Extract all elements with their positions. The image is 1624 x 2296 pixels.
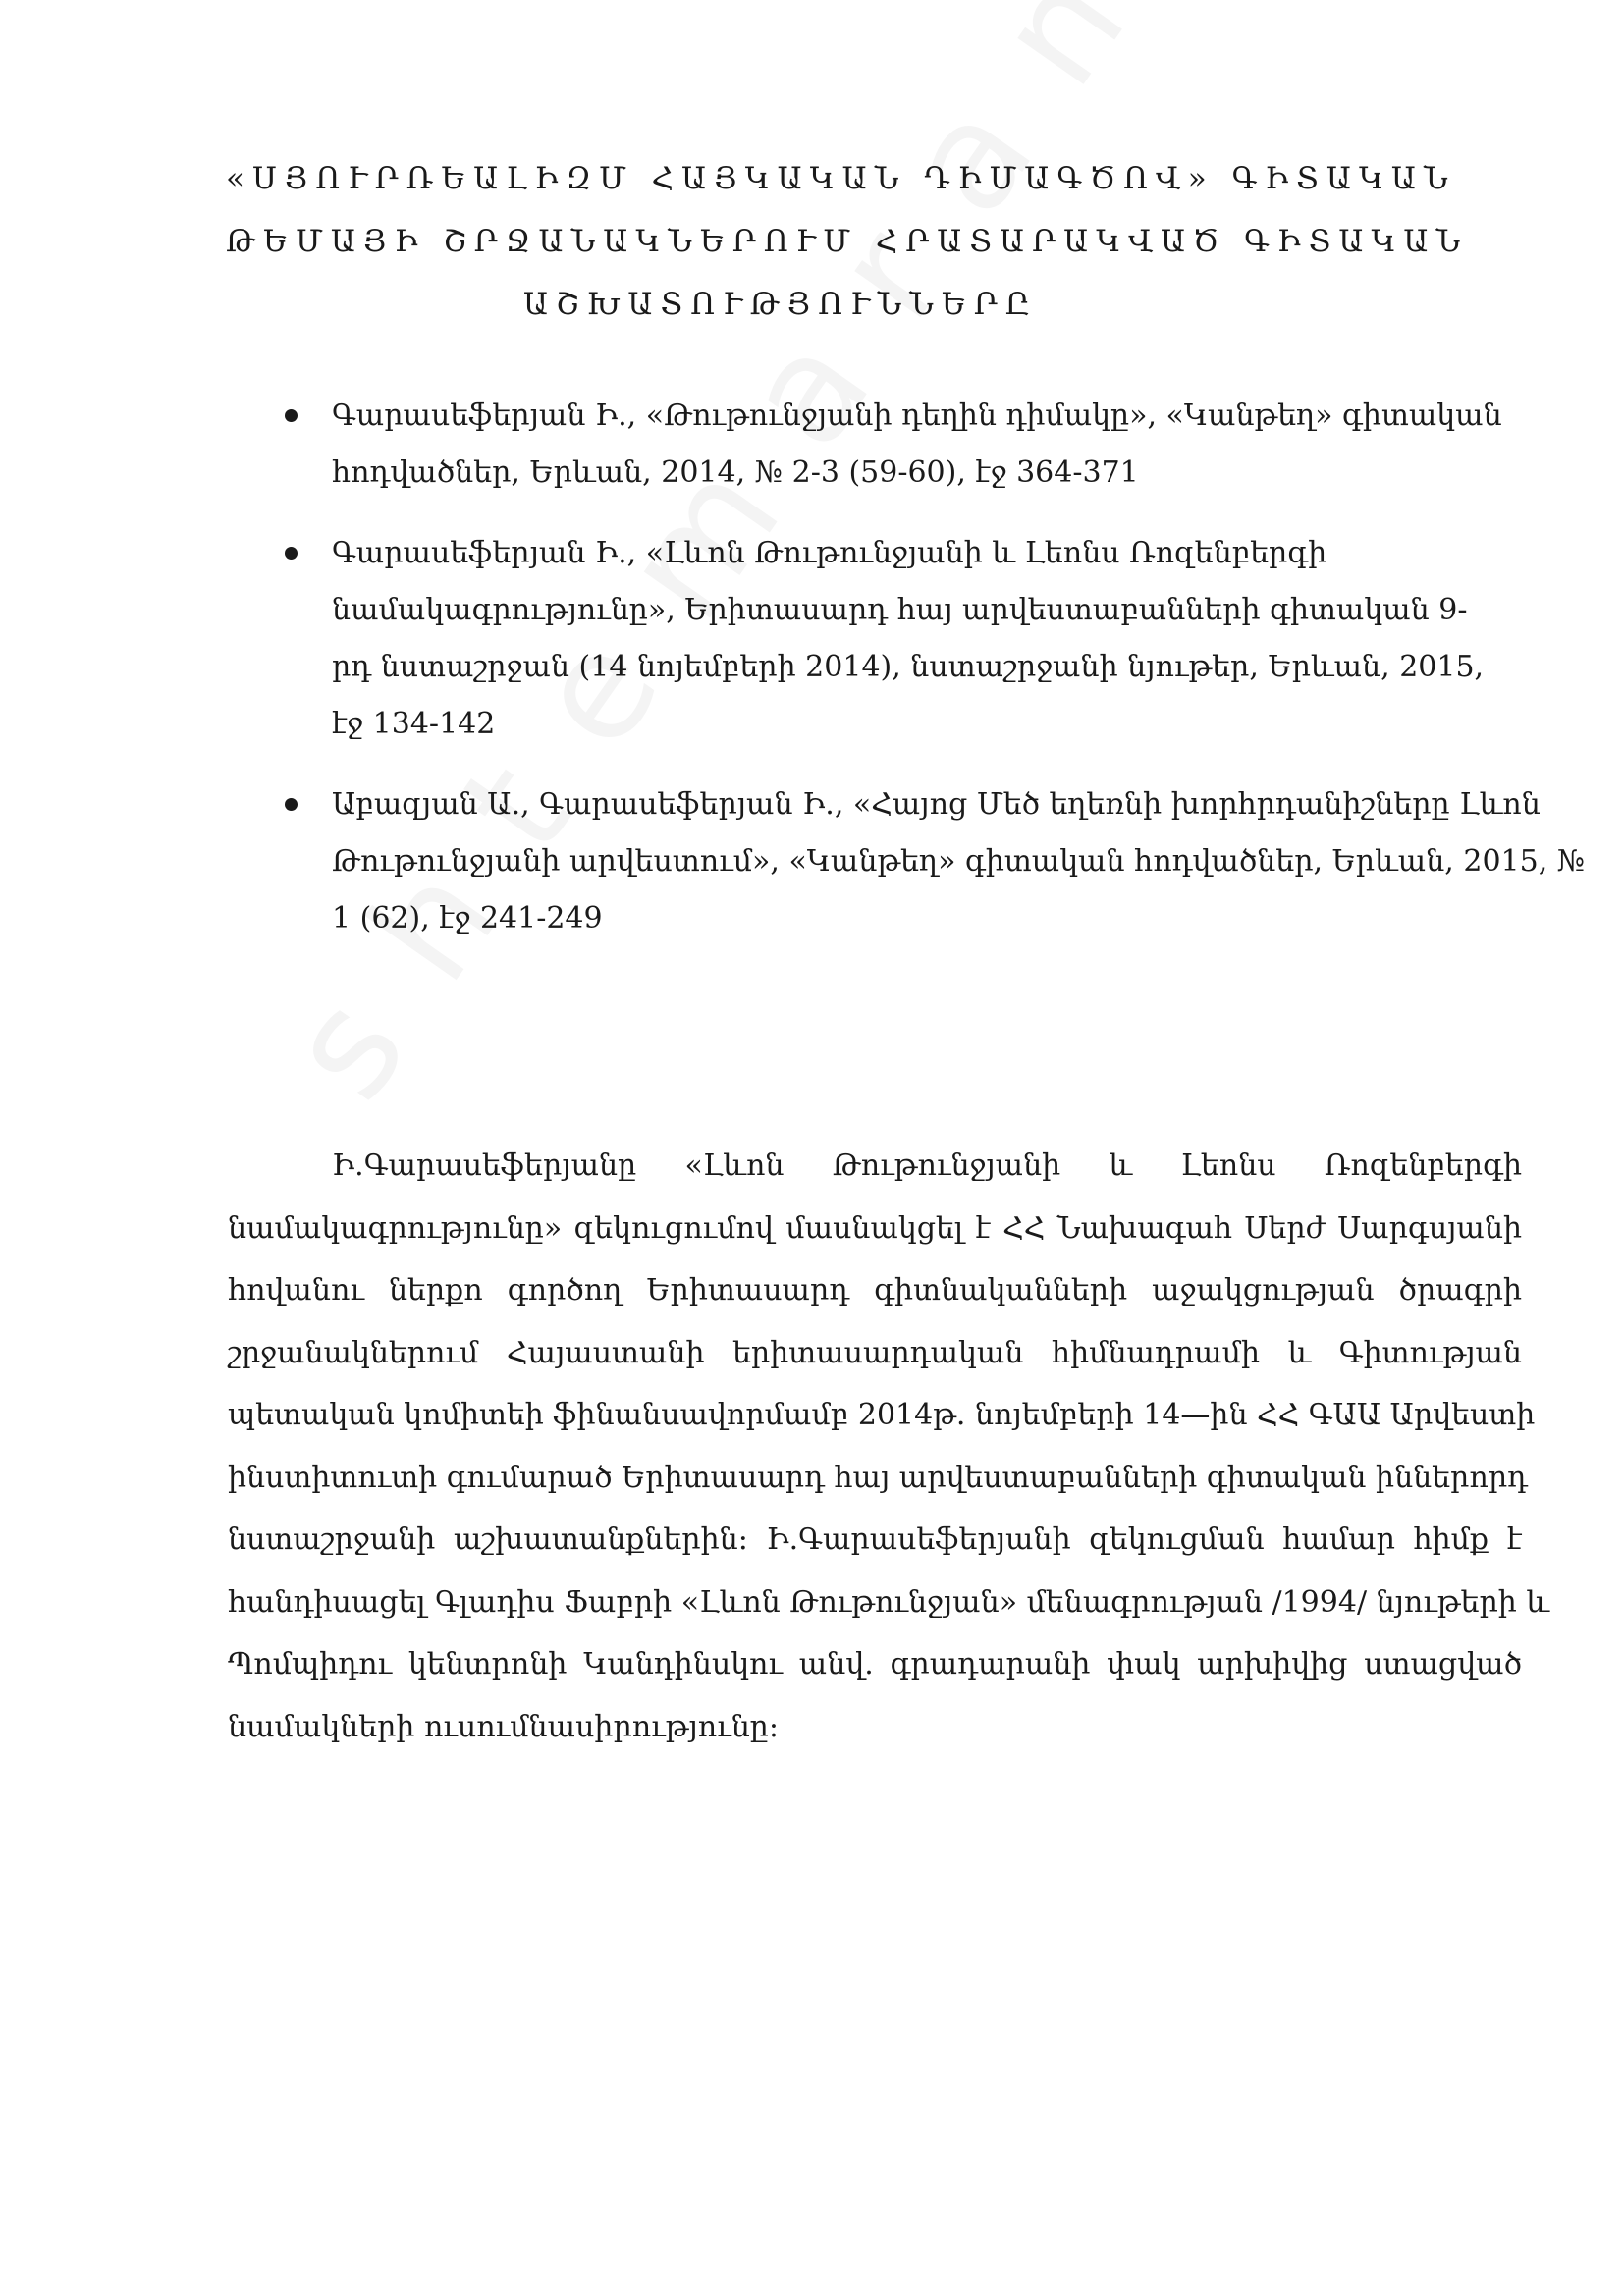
- reference-line: Թութունջյանի արվեստում», «Կանթեղ» գիտական հոդվածներ, Երևան, 2015, №: [332, 844, 1586, 879]
- paragraph-line: Պոմպիդու կենտրոնի Կանդինսկու անվ. գրադարանի փակ արխիվից ստացված: [228, 1647, 1522, 1682]
- bullet-icon: [285, 547, 298, 560]
- paragraph-line: Ի.Գարասեֆերյանը «Լևոն Թութունջյանի և Լեոնս Ռոզենբերգի: [332, 1148, 1522, 1183]
- list-item: [285, 525, 1522, 753]
- title-line: ԹԵՄԱՅԻ ՇՐՋԱՆԱԿՆԵՐՈՒՄ ՀՐԱՏԱՐԱԿՎԱԾ ԳԻՏԱԿԱՆ: [226, 224, 1469, 259]
- paragraph-line: հովանու ներքո գործող Երիտասարդ գիտնականների աջակցության ծրագրի: [228, 1273, 1522, 1308]
- reference-line: էջ 134-142: [332, 707, 496, 741]
- reference-line: Գարասեֆերյան Ի., «Լևոն Թութունջյանի և Լեոնս Ռոզենբերգի: [332, 536, 1327, 570]
- paragraph-line: նամակների ուսումնասիրությունը:: [228, 1709, 779, 1744]
- paragraph-line: ինստիտուտի գումարած Երիտասարդ հայ արվեստաբանների գիտական իններորդ: [228, 1460, 1529, 1495]
- list-item: [285, 776, 1586, 947]
- body-paragraph: [228, 1135, 1550, 1758]
- reference-line: րդ նստաշրջան (14 նոյեմբերի 2014), նստաշրջանի նյութեր, Երևան, 2015,: [332, 650, 1485, 684]
- page-title: [226, 147, 1469, 336]
- reference-line: Գարասեֆերյան Ի., «Թութունջյանի դեղին դիմակը», «Կանթեղ» գիտական: [332, 399, 1502, 433]
- bullet-icon: [285, 798, 298, 811]
- reference-line: նամակագրությունը», Երիտասարդ հայ արվեստաբանների գիտական 9-: [332, 593, 1468, 627]
- paragraph-line: նստաշրջանի աշխատանքներին: Ի.Գարասեֆերյանի զեկուցման համար հիմք է: [228, 1522, 1522, 1557]
- title-line: «ՍՅՈՒՐՌԵԱԼԻԶՄ ՀԱՅԿԱԿԱՆ ԴԻՄԱԳԾՈՎ» ԳԻՏԱԿԱՆ: [226, 161, 1456, 196]
- list-item: [285, 388, 1522, 502]
- reference-list: [285, 388, 1586, 971]
- bullet-icon: [285, 409, 298, 422]
- reference-line: 1 (62), էջ 241-249: [332, 901, 603, 935]
- paragraph-line: նամակագրությունը» զեկուցումով մասնակցել է ՀՀ Նախագահ Սերժ Սարգսյանի: [228, 1210, 1522, 1246]
- paragraph-line: շրջանակներում Հայաստանի երիտասարդական հիմնադրամի և Գիտության: [228, 1335, 1522, 1370]
- paragraph-line: հանդիսացել Գլադիս Ֆաբրի «Լևոն Թութունջյան» մենագրության /1994/ նյութերի և: [228, 1584, 1550, 1620]
- reference-line: հոդվածներ, Երևան, 2014, № 2-3 (59-60), էջ 364-371: [332, 455, 1139, 490]
- title-line: ԱՇԽԱՏՈՒԹՅՈՒՆՆԵՐԸ: [522, 287, 1039, 322]
- paragraph-line: պետական կոմիտեի ֆինանսավորմամբ 2014թ. նոյեմբերի 14—ին ՀՀ ԳԱԱ Արվեստի: [228, 1398, 1536, 1432]
- reference-line: Աբազյան Ա., Գարասեֆերյան Ի., «Հայոց Մեծ եղեռնի խորհրդանիշները Լևոն: [332, 787, 1541, 822]
